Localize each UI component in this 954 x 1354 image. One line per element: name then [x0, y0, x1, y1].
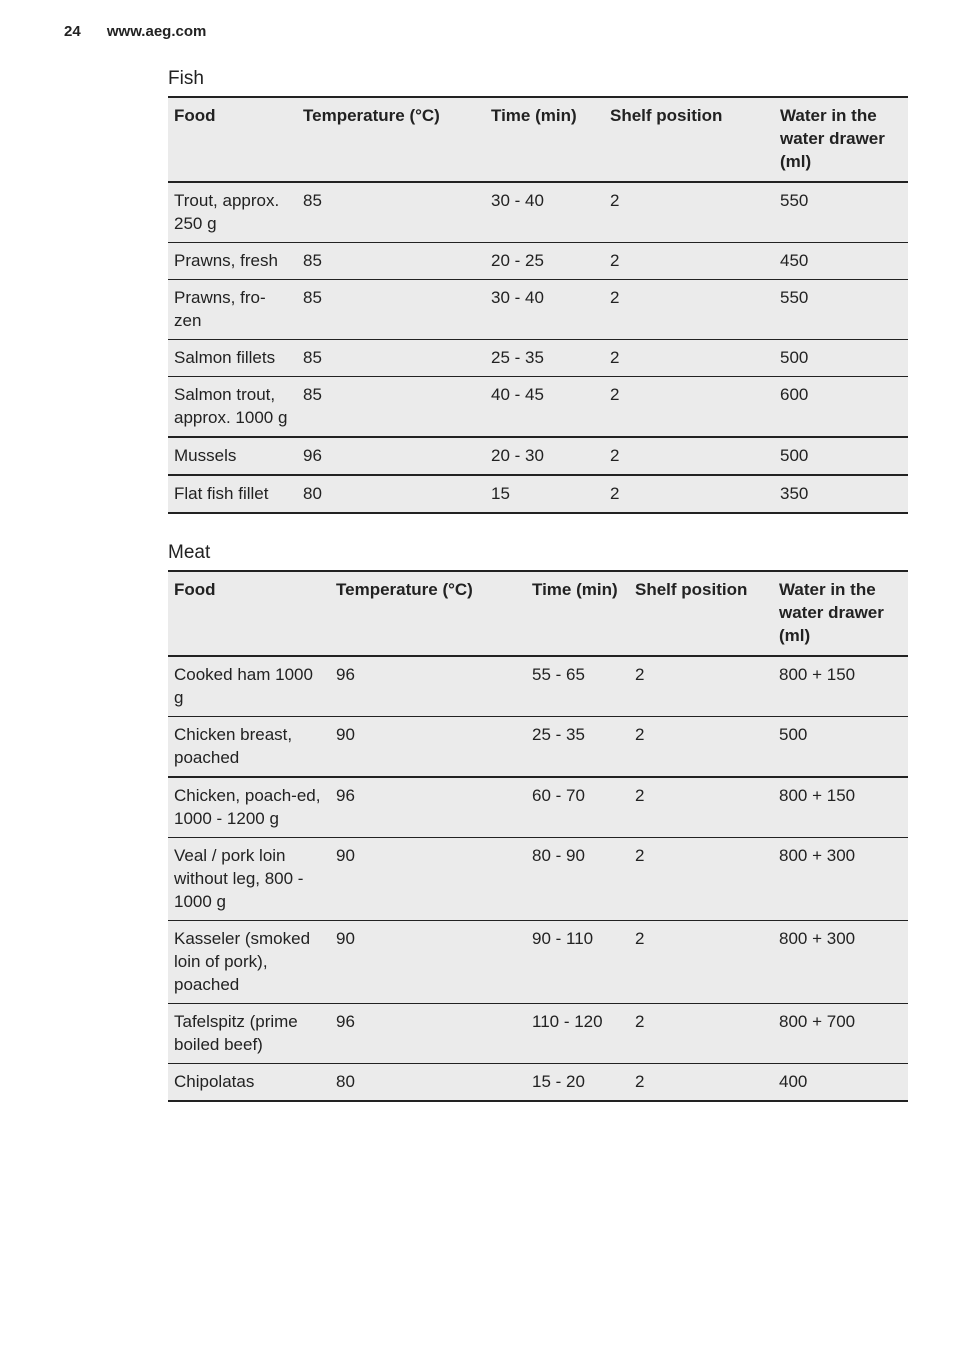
cell-water: 800 + 150: [779, 665, 856, 684]
cell-time: 40 - 45: [491, 385, 544, 404]
cell-water: 500: [780, 446, 809, 465]
cell-food: Prawns, fresh: [174, 251, 278, 270]
fish-col-time: Time (min): [491, 106, 577, 125]
cell-time: 20 - 25: [491, 251, 544, 270]
cell-time: 15: [491, 484, 510, 503]
cell-shelf: 2: [610, 191, 620, 210]
cell-shelf: 2: [635, 846, 645, 865]
cell-time: 80 - 90: [532, 846, 585, 865]
cell-shelf: 2: [610, 446, 620, 465]
cell-time: 25 - 35: [532, 725, 585, 744]
cell-water: 500: [779, 725, 808, 744]
cell-food: Chicken, poach-ed, 1000 - 1200 g: [174, 786, 321, 828]
cell-temperature: 80: [303, 484, 322, 503]
cell-food: Kasseler (smoked loin of pork), poached: [174, 929, 311, 994]
fish-col-food: Food: [174, 106, 216, 125]
cell-shelf: 2: [635, 786, 645, 805]
cell-water: 800 + 300: [779, 929, 856, 948]
cell-temperature: 85: [303, 348, 322, 367]
cell-temperature: 85: [303, 251, 322, 270]
cell-food: Prawns, fro-zen: [174, 288, 266, 330]
page-header: [64, 23, 206, 40]
cell-shelf: 2: [635, 665, 645, 684]
meat-col-time: Time (min): [532, 580, 618, 599]
table-row: [168, 838, 908, 921]
website-url: www.aeg.com: [106, 23, 207, 40]
cell-temperature: 90: [336, 929, 355, 948]
cell-temperature: 85: [303, 191, 322, 210]
cell-temperature: 90: [336, 725, 355, 744]
cell-temperature: 80: [336, 1072, 355, 1091]
cell-temperature: 96: [336, 1012, 355, 1031]
table-row: [168, 921, 908, 1004]
cell-shelf: 2: [610, 484, 620, 503]
table-row: [168, 475, 908, 513]
cell-water: 450: [780, 251, 809, 270]
meat-title: Meat: [168, 542, 211, 563]
cell-food: Salmon fillets: [174, 348, 276, 367]
cell-temperature: 96: [303, 446, 322, 465]
table-row: [168, 377, 908, 438]
cell-time: 30 - 40: [491, 191, 544, 210]
table-row: [168, 777, 908, 838]
cell-food: Chicken breast, poached: [174, 725, 293, 767]
fish-title: Fish: [168, 68, 204, 89]
table-row: [168, 1004, 908, 1064]
cell-food: Chipolatas: [174, 1072, 255, 1091]
cell-water: 800 + 300: [779, 846, 856, 865]
cell-time: 90 - 110: [532, 929, 594, 948]
cell-temperature: 85: [303, 288, 322, 307]
meat-col-water: Water in the water drawer (ml): [779, 580, 884, 645]
cell-shelf: 2: [635, 929, 645, 948]
table-row: [168, 656, 908, 717]
cell-food: Veal / pork loin without leg, 800 - 1000 g: [174, 846, 304, 911]
meat-section: [168, 542, 908, 1102]
cell-food: Trout, approx. 250 g: [174, 191, 280, 233]
fish-col-temperature: Temperature (°C): [303, 106, 440, 125]
cell-shelf: 2: [635, 1072, 645, 1091]
meat-header-row: [168, 571, 908, 656]
table-row: [168, 243, 908, 280]
cell-shelf: 2: [635, 1012, 645, 1031]
table-row: [168, 340, 908, 377]
table-row: [168, 437, 908, 475]
cell-water: 600: [780, 385, 809, 404]
cell-water: 350: [780, 484, 809, 503]
cell-shelf: 2: [610, 288, 620, 307]
cell-water: 550: [780, 288, 809, 307]
cell-shelf: 2: [610, 251, 620, 270]
cell-food: Tafelspitz (prime boiled beef): [174, 1012, 298, 1054]
cell-temperature: 96: [336, 786, 355, 805]
cell-water: 500: [780, 348, 809, 367]
cell-water: 800 + 150: [779, 786, 856, 805]
fish-table: [168, 96, 908, 514]
cell-shelf: 2: [610, 385, 620, 404]
cell-shelf: 2: [610, 348, 620, 367]
table-row: [168, 182, 908, 243]
cell-time: 110 - 120: [532, 1012, 603, 1031]
meat-col-temperature: Temperature (°C): [336, 580, 473, 599]
table-row: [168, 280, 908, 340]
cell-time: 30 - 40: [491, 288, 544, 307]
meat-col-food: Food: [174, 580, 216, 599]
table-row: [168, 717, 908, 778]
cell-time: 60 - 70: [532, 786, 585, 805]
cell-shelf: 2: [635, 725, 645, 744]
cell-time: 55 - 65: [532, 665, 585, 684]
cell-water: 400: [779, 1072, 808, 1091]
cell-food: Mussels: [174, 446, 237, 465]
cell-time: 20 - 30: [491, 446, 544, 465]
fish-col-shelf: Shelf position: [610, 106, 723, 125]
cell-time: 25 - 35: [491, 348, 544, 367]
cell-temperature: 96: [336, 665, 355, 684]
cell-food: Salmon trout, approx. 1000 g: [174, 385, 288, 427]
meat-table: [168, 570, 908, 1102]
table-row: [168, 1064, 908, 1102]
cell-time: 15 - 20: [532, 1072, 585, 1091]
page-number: 24: [64, 23, 81, 40]
cell-water: 800 + 700: [779, 1012, 856, 1031]
fish-header-row: [168, 97, 908, 182]
fish-section: [168, 68, 908, 514]
cell-food: Cooked ham 1000 g: [174, 665, 313, 707]
meat-col-shelf: Shelf position: [635, 580, 748, 599]
cell-food: Flat fish fillet: [174, 484, 269, 503]
cell-water: 550: [780, 191, 809, 210]
fish-col-water: Water in the water drawer (ml): [780, 106, 885, 171]
cell-temperature: 85: [303, 385, 322, 404]
cell-temperature: 90: [336, 846, 355, 865]
